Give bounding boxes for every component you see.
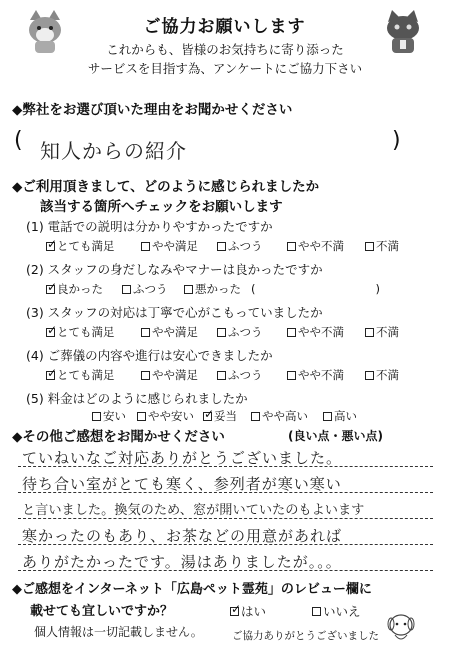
reason-answer: 知人からの紹介: [40, 139, 187, 163]
q5-label: (5) 料金はどのように感じられましたか: [26, 391, 248, 406]
checkbox-icon[interactable]: [323, 412, 332, 421]
q4-label: (4) ご葬儀の内容や進行は安心できましたか: [26, 348, 273, 363]
q3-label: (3) スタッフの対応は丁寧で心がこもっていましたか: [26, 305, 323, 320]
feel-heading-1: ◆ご利用頂きまして、どのように感じられましたか: [12, 179, 320, 195]
feel-heading-2: 該当する箇所へチェックをお願いします: [40, 199, 283, 215]
review-line-2: 載せても宜しいですか？: [30, 604, 174, 619]
intro-line-2: サービスを目指す為、アンケートにご協力下さい: [87, 61, 363, 76]
intro-line-1: これからも、皆様のお気持ちに寄り添った: [106, 42, 344, 57]
q4-option[interactable]: やや不満: [287, 367, 365, 383]
checkbox-icon[interactable]: [365, 242, 374, 251]
q5-option[interactable]: やや安い: [137, 408, 203, 424]
checkbox-icon[interactable]: [92, 412, 101, 421]
checkbox-icon[interactable]: [141, 328, 150, 337]
q5-option[interactable]: 高い: [323, 408, 357, 424]
q2-paren: (: [251, 282, 256, 296]
q2-label: (2) スタッフの身だしなみやマナーは良かったですか: [26, 262, 323, 277]
q5-option[interactable]: 安い: [92, 408, 137, 424]
q1-option[interactable]: ふつう: [217, 238, 287, 254]
comment-line: ありがたかったです。湯はありましたが。。。: [22, 553, 342, 571]
open-paren: (: [14, 128, 23, 153]
q5-option[interactable]: ✓ 妥当: [203, 408, 251, 424]
checkbox-icon[interactable]: [287, 242, 296, 251]
review-line-1: ◆ご感想をインターネット「広島ペット霊苑」のレビュー欄に: [12, 582, 372, 597]
q3-options: [46, 324, 399, 340]
q4-option[interactable]: ふつう: [217, 367, 287, 383]
checkbox-checked-icon[interactable]: [46, 285, 55, 294]
comment-line: 待ち合い室がとても寒く、参列者が寒い寒い: [22, 475, 342, 493]
q5-options: [92, 408, 357, 424]
comment-rule: [18, 518, 433, 519]
checkbox-icon[interactable]: [141, 242, 150, 251]
review-option-no[interactable]: いいえ: [312, 602, 361, 620]
dog-mascot-icon: [386, 612, 416, 644]
checkbox-icon[interactable]: [141, 371, 150, 380]
review-option-yes[interactable]: ✓ はい: [230, 602, 312, 620]
q1-option[interactable]: やや不満: [287, 238, 365, 254]
comment-line: ていねいなご対応ありがとうございました。: [22, 449, 343, 467]
review-options: [230, 602, 361, 620]
q2-paren: ): [375, 282, 380, 296]
q3-option[interactable]: 不満: [365, 324, 399, 340]
q3-option[interactable]: やや満足: [141, 324, 217, 340]
checkbox-icon[interactable]: [122, 285, 131, 294]
thanks-note: ご協力ありがとうございました: [232, 630, 379, 642]
q1-options: [46, 238, 399, 254]
checkbox-icon[interactable]: [287, 371, 296, 380]
q3-option[interactable]: ✓ とても満足: [46, 324, 141, 340]
checkbox-checked-icon[interactable]: [46, 328, 55, 337]
q2-options: [46, 281, 380, 297]
checkbox-icon[interactable]: [217, 242, 226, 251]
q1-option[interactable]: やや満足: [141, 238, 217, 254]
q1-option[interactable]: 不満: [365, 238, 399, 254]
checkbox-checked-icon[interactable]: [230, 607, 239, 616]
q1-option[interactable]: ✓ とても満足: [46, 238, 141, 254]
q1-label: (1) 電話での説明は分かりやすかったですか: [26, 219, 273, 234]
other-heading: ◆その他ご感想をお聞かせください: [12, 429, 225, 445]
checkbox-icon[interactable]: [312, 607, 321, 616]
q4-option[interactable]: ✓ とても満足: [46, 367, 141, 383]
page-title: ご協力お願いします: [143, 17, 306, 37]
checkbox-icon[interactable]: [137, 412, 146, 421]
checkbox-icon[interactable]: [287, 328, 296, 337]
q4-option[interactable]: やや満足: [141, 367, 217, 383]
checkbox-icon[interactable]: [217, 328, 226, 337]
checkbox-icon[interactable]: [217, 371, 226, 380]
q2-option[interactable]: 悪かった: [184, 281, 241, 297]
checkbox-icon[interactable]: [184, 285, 193, 294]
checkbox-checked-icon[interactable]: [46, 371, 55, 380]
q3-option[interactable]: ふつう: [217, 324, 287, 340]
q4-option[interactable]: 不満: [365, 367, 399, 383]
checkbox-checked-icon[interactable]: [203, 412, 212, 421]
comment-line: と言いました。換気のため、窓が開いていたのもよいます: [22, 503, 365, 518]
reason-heading: ◆弊社をお選び頂いた理由をお聞かせください: [12, 102, 293, 118]
checkbox-checked-icon[interactable]: [46, 242, 55, 251]
close-paren: ): [392, 128, 401, 153]
comment-line: 寒かったのもあり、お茶などの用意があれば: [22, 527, 343, 545]
checkbox-icon[interactable]: [365, 371, 374, 380]
q3-option[interactable]: やや不満: [287, 324, 365, 340]
privacy-note: 個人情報は一切記載しません。: [34, 625, 203, 639]
q2-option[interactable]: ふつう: [122, 281, 184, 297]
other-heading-note: (良い点・悪い点): [288, 429, 383, 443]
q5-option[interactable]: やや高い: [251, 408, 323, 424]
checkbox-icon[interactable]: [251, 412, 260, 421]
q2-option[interactable]: ✓ 良かった: [46, 281, 122, 297]
checkbox-icon[interactable]: [365, 328, 374, 337]
q4-options: [46, 367, 399, 383]
